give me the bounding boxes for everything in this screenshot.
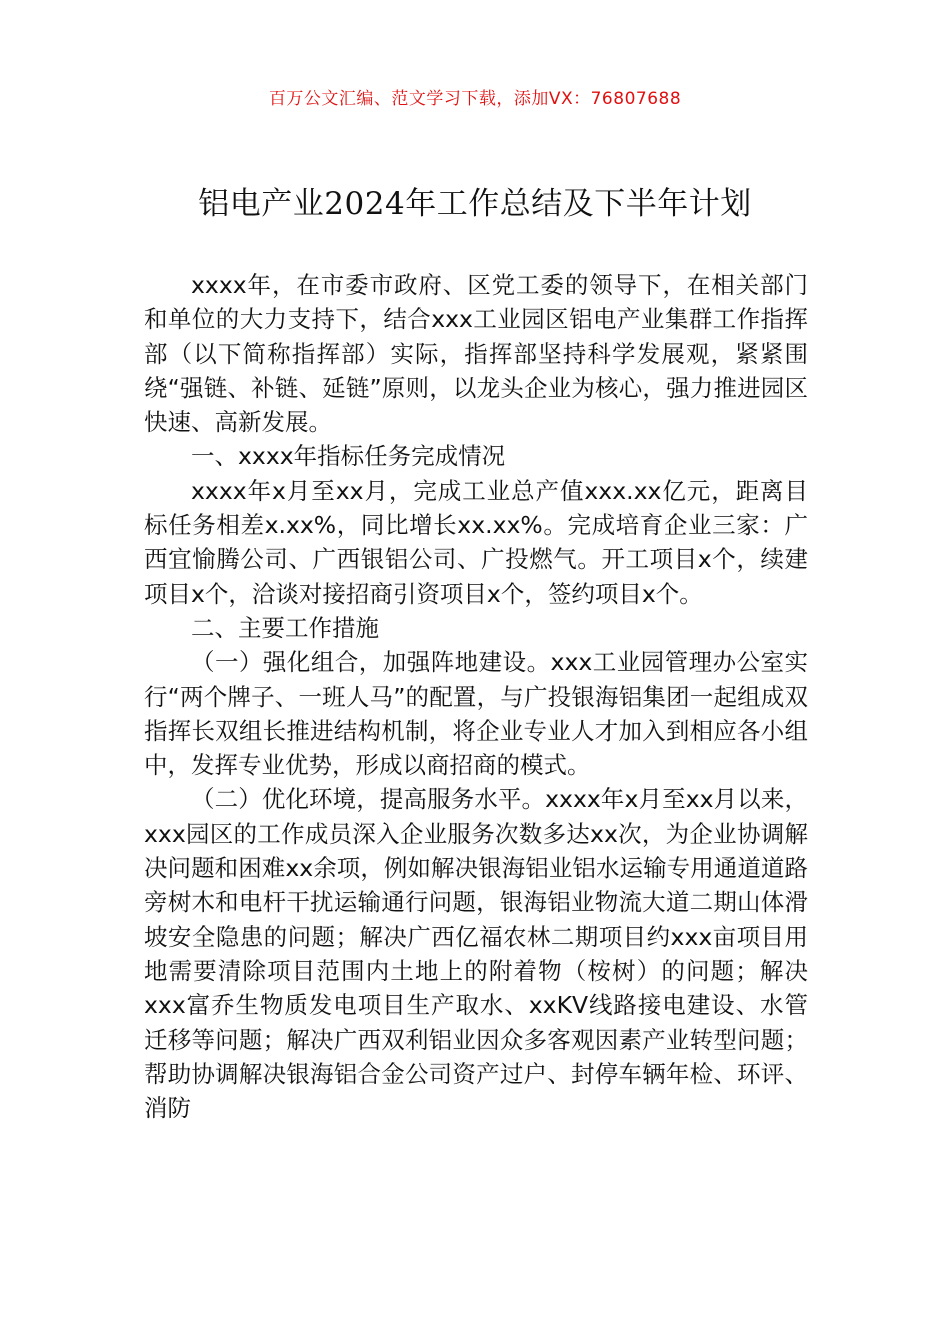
header-note: 百万公文汇编、范文学习下载，添加VX：76807688 — [268, 89, 682, 109]
paragraph-intro: xxxx年，在市委市政府、区党工委的领导下，在相关部门和单位的大力支持下，结合xxx工业园区铝电产业集群工作指挥部（以下简称指挥部）实际，指挥部坚持科学发展观，紧紧围绕“强链、补链、延链”原则，以龙头企业为核心，强力推进园区快速、高新发展。 — [144, 271, 808, 437]
paragraph-indicators: xxxx年x月至xx月，完成工业总产值xxx.xx亿元，距离目标任务相差x.xx%，同比增长xx.xx%。完成培育企业三家：广西宜愉腾公司、广西银铝公司、广投燃气。开工项目x个，续建项目x个，洽谈对接招商引资项目x个，签约项目x个。 — [144, 476, 808, 608]
document-body — [144, 268, 808, 1125]
document-title: 铝电产业2024年工作总结及下半年计划 — [198, 186, 752, 222]
section-heading-2: 二、主要工作措施 — [191, 613, 379, 642]
paragraph-measure-2: （二）优化环境，提高服务水平。xxxx年x月至xx月以来，xxx园区的工作成员深入企业服务次数多达xx次，为企业协调解决问题和困难xx余项，例如解决银海铝业铝水运输专用通道道路旁树木和电杆干扰运输通行问题，银海铝业物流大道二期山体滑坡安全隐患的问题；解决广西亿福农林二期项目约xxx亩项目用地需要清除项目范围内土地上的附着物（桉树）的问题；解决xxx富乔生物质发电项目生产取水、xxKV线路接电建设、水管迁移等问题；解决广西双利铝业因众多客观因素产业转型问题；帮助协调解决银海铝合金公司资产过户、封停车辆年检、环评、消防 — [144, 785, 808, 1123]
paragraph-measure-1: （一）强化组合，加强阵地建设。xxx工业园管理办公室实行“两个牌子、一班人马”的配置，与广投银海铝集团一起组成双指挥长双组长推进结构机制，将企业专业人才加入到相应各小组中，发挥专业优势，形成以商招商的模式。 — [144, 648, 808, 780]
section-heading-1: 一、xxxx年指标任务完成情况 — [191, 442, 506, 471]
